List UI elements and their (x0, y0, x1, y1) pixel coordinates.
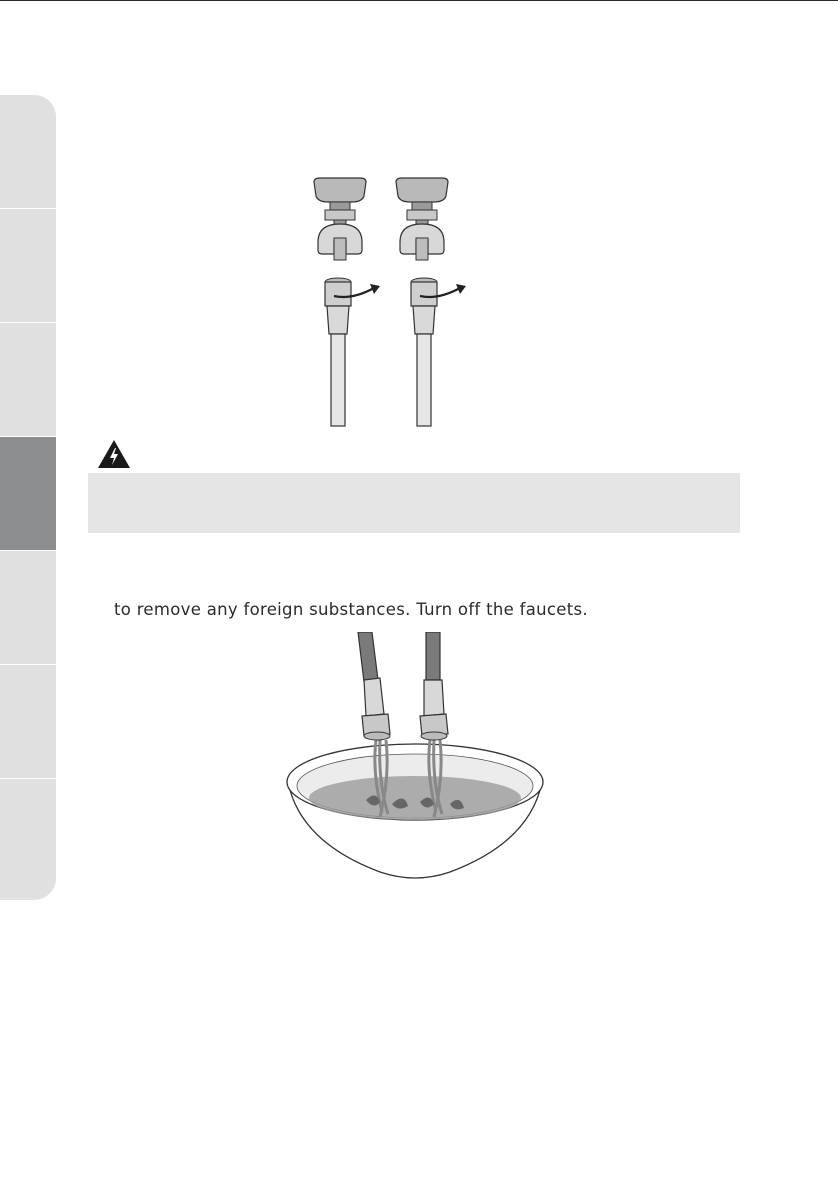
bowl (287, 744, 543, 878)
section-tab-5[interactable] (0, 551, 56, 665)
section-tab-1[interactable] (0, 95, 56, 209)
warning-box (88, 473, 740, 533)
faucet-right (396, 178, 448, 260)
section-tab-4-active[interactable] (0, 437, 56, 551)
hose-left (358, 632, 390, 740)
top-rule (0, 0, 838, 1)
faucet-hose-connection-illustration (290, 172, 490, 430)
hose-left (325, 278, 380, 426)
section-tabs (0, 95, 56, 900)
electric-shock-warning-icon (96, 438, 132, 470)
section-tab-3[interactable] (0, 323, 56, 437)
hose-right (420, 632, 448, 740)
hose-right (411, 278, 466, 426)
section-tab-6[interactable] (0, 665, 56, 779)
section-tab-7[interactable] (0, 779, 56, 898)
flush-hoses-into-bowl-illustration (280, 632, 550, 887)
section-tab-2[interactable] (0, 209, 56, 323)
instruction-text: to remove any foreign substances. Turn off the faucets. (114, 600, 588, 619)
faucet-left (314, 178, 366, 260)
